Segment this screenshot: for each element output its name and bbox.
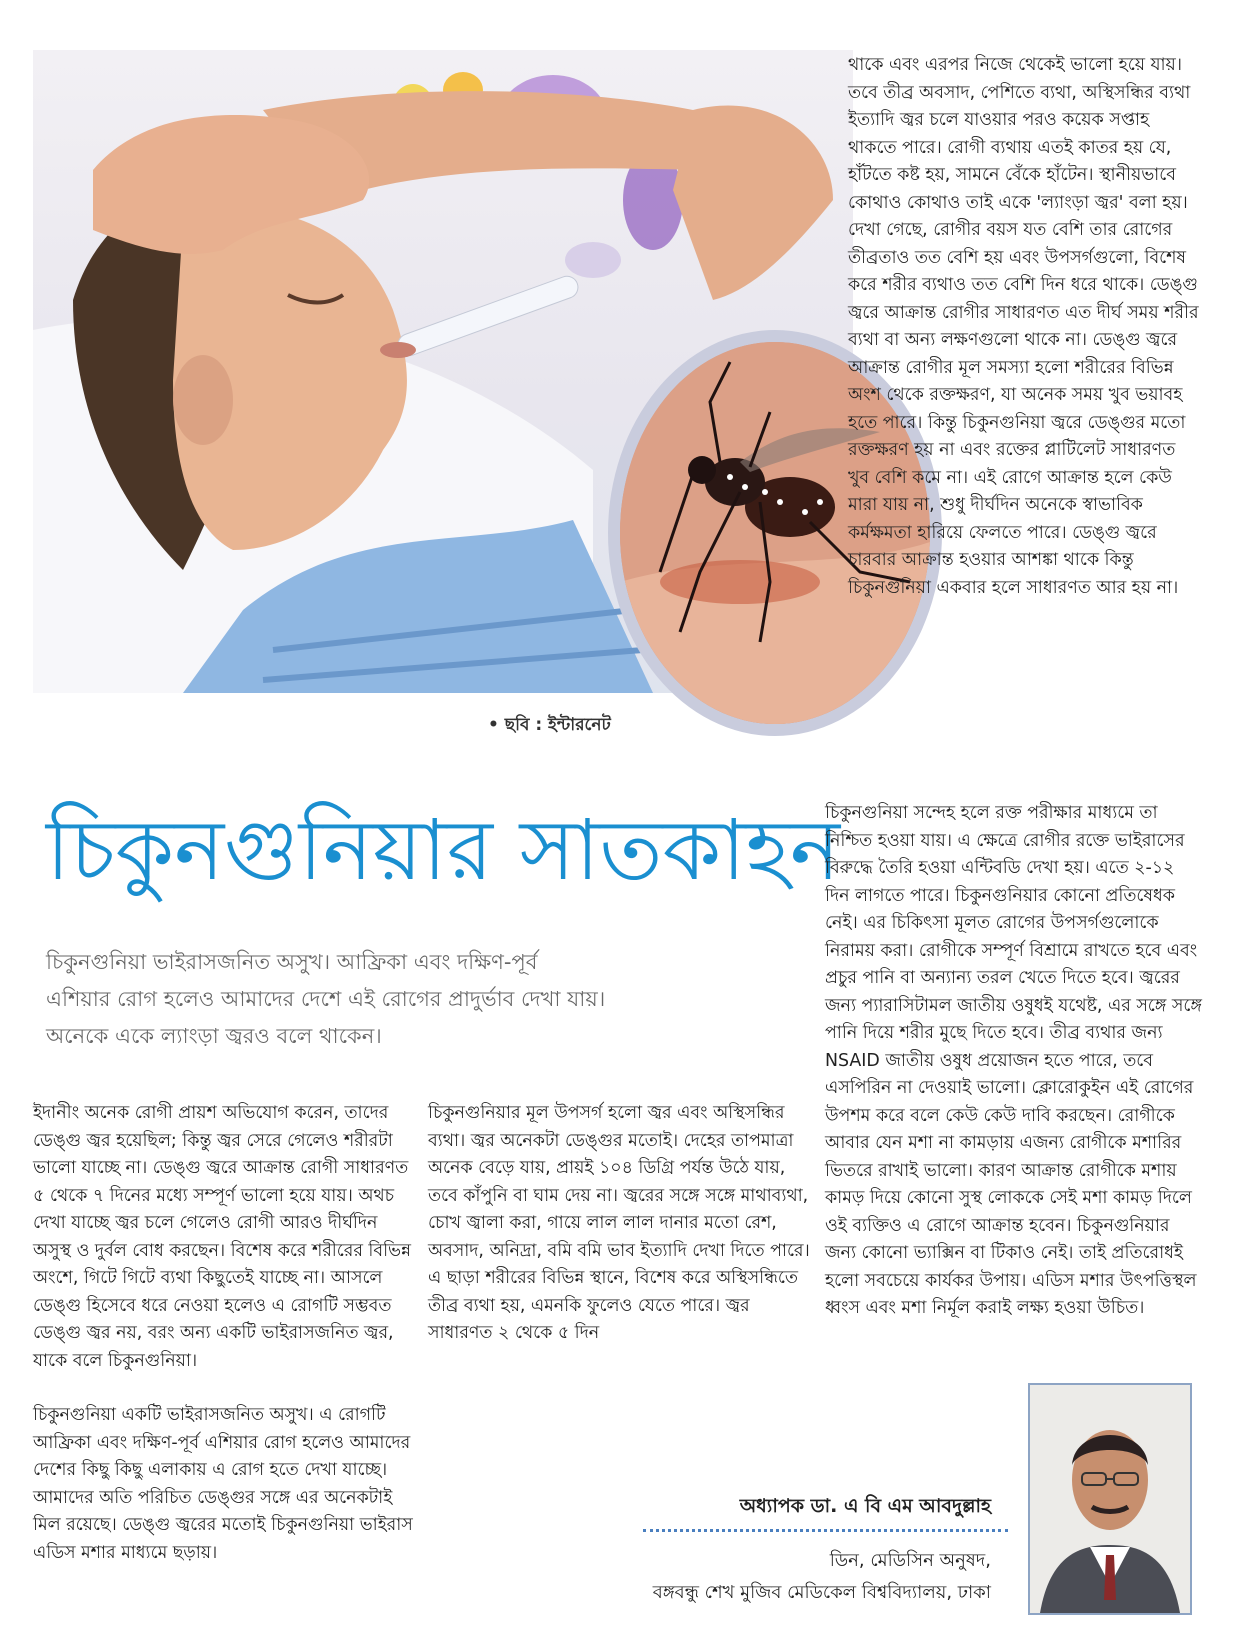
photo-caption: • ছবি : ইন্টারনেট: [488, 715, 611, 735]
top-right-paragraph: থাকে এবং এরপর নিজে থেকেই ভালো হয়ে যায়। তবে তীব্র অবসাদ, পেশিতে ব্যথা, অস্থিসন্ধির ব্যথা ইত্যাদি জ্বর চলে যাওয়ার পরও কয়েক সপ্তাহ থাকতে পারে। রোগী ব্যথায় এতই কাতর হয় যে, হাঁটতে কষ্ট হয়, সামনে বেঁকে হাঁটেন। স্থানীয়ভাবে কোথাও কোথাও তাই একে 'ল্যাংড়া জ্বর' বলা হয়। দেখা গেছে, রোগীর বয়স যত বেশি তার রোগের তীব্রতাও তত বেশি হয় এবং উপসর্গগুলো, বিশেষ করে শরীর ব্যথাও তত বেশি দিন ধরে থাকে। ডেঙ্গু জ্বরে আক্রান্ত রোগীর সাধারণত এত দীর্ঘ সময় শরীর ব্যথা বা অন্য লক্ষণগুলো থাকে না। ডেঙ্গু জ্বরে আক্রান্ত রোগীর মূল সমস্যা হলো শরীরের বিভিন্ন অংশ থেকে রক্তক্ষরণ, যা অনেক সময় খুব ভয়াবহ হতে পারে। কিন্তু চিকুনগুনিয়া জ্বরে ডেঙ্গুর মতো রক্তক্ষরণ হয় না এবং রক্তের প্লাটিলেট সাধারণত খুব বেশি কমে না। এই রোগে আক্রান্ত হলে কেউ মারা যায় না, শুধু দীর্ঘদিন অনেকে স্বাভাবিক কর্মক্ষমতা হারিয়ে ফেলতে পারে। ডেঙ্গু জ্বরে চারবার আক্রান্ত হওয়ার আশঙ্কা থাকে কিন্তু চিকুনগুনিয়া একবার হলে সাধারণত আর হয় না।: [848, 55, 1199, 598]
column-1: [33, 1100, 413, 1567]
column-1-paragraph-1: ইদানীং অনেক রোগী প্রায়শ অভিযোগ করেন, তাদের ডেঙ্গু জ্বর হয়েছিল; কিন্তু জ্বর সেরে গেলেও শরীরটা ভালো যাচ্ছে না। ডেঙ্গু জ্বরে আক্রান্ত রোগী সাধারণত ৫ থেকে ৭ দিনের মধ্যে সম্পূর্ণ ভালো হয়ে যায়। অথচ দেখা যাচ্ছে জ্বর চলে গেলেও রোগী আরও দীর্ঘদিন অসুস্থ ও দুর্বল বোধ করছেন। বিশেষ করে শরীরের বিভিন্ন অংশে, গিটে গিটে ব্যথা কিছুতেই যাচ্ছে না। আসলে ডেঙ্গু হিসেবে ধরে নেওয়া হলেও এ রোগটি সম্ভবত ডেঙ্গু জ্বর নয়, বরং অন্য একটি ভাইরাসজনিত জ্বর, যাকে বলে চিকুনগুনিয়া।: [33, 1103, 411, 1371]
column-3-paragraph-1: চিকুনগুনিয়া সন্দেহ হলে রক্ত পরীক্ষার মাধ্যমে তা নিশ্চিত হওয়া যায়। এ ক্ষেত্রে রোগীর রক্তে ভাইরাসের বিরুদ্ধে তৈরি হওয়া এন্টিবডি দেখা হয়। এতে ২-১২ দিন লাগতে পারে। চিকুনগুনিয়ার কোনো প্রতিষেধক নেই। এর চিকিৎসা মূলত রোগের উপসর্গগুলোকে নিরাময় করা। রোগীকে সম্পূর্ণ বিশ্রামে রাখতে হবে এবং প্রচুর পানি বা অন্যান্য তরল খেতে দিতে হবে। জ্বরের জন্য প্যারাসিটামল জাতীয় ওষুধই যথেষ্ট, এর সঙ্গে সঙ্গে পানি দিয়ে শরীর মুছে দিতে হবে। তীব্র ব্যথার জন্য NSAID জাতীয় ওষুধ প্রয়োজন হতে পারে, তবে এসপিরিন না দেওয়াই ভালো। ক্লোরোকুইন এই রোগের উপশম করে বলে কেউ কেউ দাবি করছেন। রোগীকে আবার যেন মশা না কামড়ায় এজন্য রোগীকে মশারির ভিতরে রাখাই ভালো। কারণ আক্রান্ত রোগীকে মশায় কামড় দিয়ে কোনো সুস্থ লোককে সেই মশা কামড় দিলে ওই ব্যক্তিও এ রোগে আক্রান্ত হবেন। চিকুনগুনিয়ার জন্য কোনো ভ্যাক্সিন বা টিকাও নেই। তাই প্রতিরোধই হলো সবচেয়ে কার্যকর উপায়। এডিস মশার উৎপত্তিস্থল ধ্বংস এবং মশা নির্মূল করাই লক্ষ্য হওয়া উচিত।: [825, 803, 1202, 1318]
author-title-line-1: ডিন, মেডিসিন অনুষদ,: [829, 1550, 991, 1571]
author-title-line-2: বঙ্গবন্ধু শেখ মুজিব মেডিকেল বিশ্ববিদ্যালয়, ঢাকা: [652, 1582, 991, 1603]
column-3: [825, 800, 1203, 1323]
column-1-paragraph-2: চিকুনগুনিয়া একটি ভাইরাসজনিত অসুখ। এ রোগটি আফ্রিকা এবং দক্ষিণ-পূর্ব এশিয়ার রোগ হলেও আমাদের দেশের কিছু কিছু এলাকায় এ রোগ হতে দেখা যাচ্ছে। আমাদের অতি পরিচিত ডেঙ্গুর সঙ্গে এর অনেকটাই মিল রয়েছে। ডেঙ্গু জ্বরের মতোই চিকুনগুনিয়া ভাইরাস এডিস মশার মাধ্যমে ছড়ায়।: [33, 1405, 413, 1563]
article-title: চিকুনগুনিয়ার সাতকাহন: [46, 801, 840, 899]
author-portrait-illustration: [1030, 1385, 1190, 1613]
article-intro: চিকুনগুনিয়া ভাইরাসজনিত অসুখ। আফ্রিকা এবং দক্ষিণ-পূর্ব এশিয়ার রোগ হলেও আমাদের দেশে এই রোগের প্রাদুর্ভাব দেখা যায়। অনেকে একে ল্যাংড়া জ্বরও বলে থাকেন।: [46, 950, 606, 1048]
author-title: [653, 1545, 991, 1609]
column-2-paragraph-1: চিকুনগুনিয়ার মূল উপসর্গ হলো জ্বর এবং অস্থিসন্ধির ব্যথা। জ্বর অনেকটা ডেঙ্গুর মতোই। দেহের তাপমাত্রা অনেক বেড়ে যায়, প্রায়ই ১০৪ ডিগ্রি পর্যন্ত উঠে যায়, তবে কাঁপুনি বা ঘাম দেয় না। জ্বরের সঙ্গে সঙ্গে মাথাব্যথা, চোখ জ্বালা করা, গায়ে লাল লাল দানার মতো রেশ, অবসাদ, অনিদ্রা, বমি বমি ভাব ইত্যাদি দেখা দিতে পারে। এ ছাড়া শরীরের বিভিন্ন স্থানে, বিশেষ করে অস্থিসন্ধিতে তীব্র ব্যথা হয়, এমনকি ফুলেও যেতে পারে। জ্বর সাধারণত ২ থেকে ৫ দিন: [428, 1103, 810, 1343]
column-2: [428, 1100, 810, 1348]
author-portrait: [1028, 1383, 1192, 1615]
author-name: অধ্যাপক ডা. এ বি এম আবদুল্লাহ: [739, 1495, 991, 1517]
top-right-column: [848, 52, 1200, 602]
author-divider: [643, 1529, 1008, 1532]
